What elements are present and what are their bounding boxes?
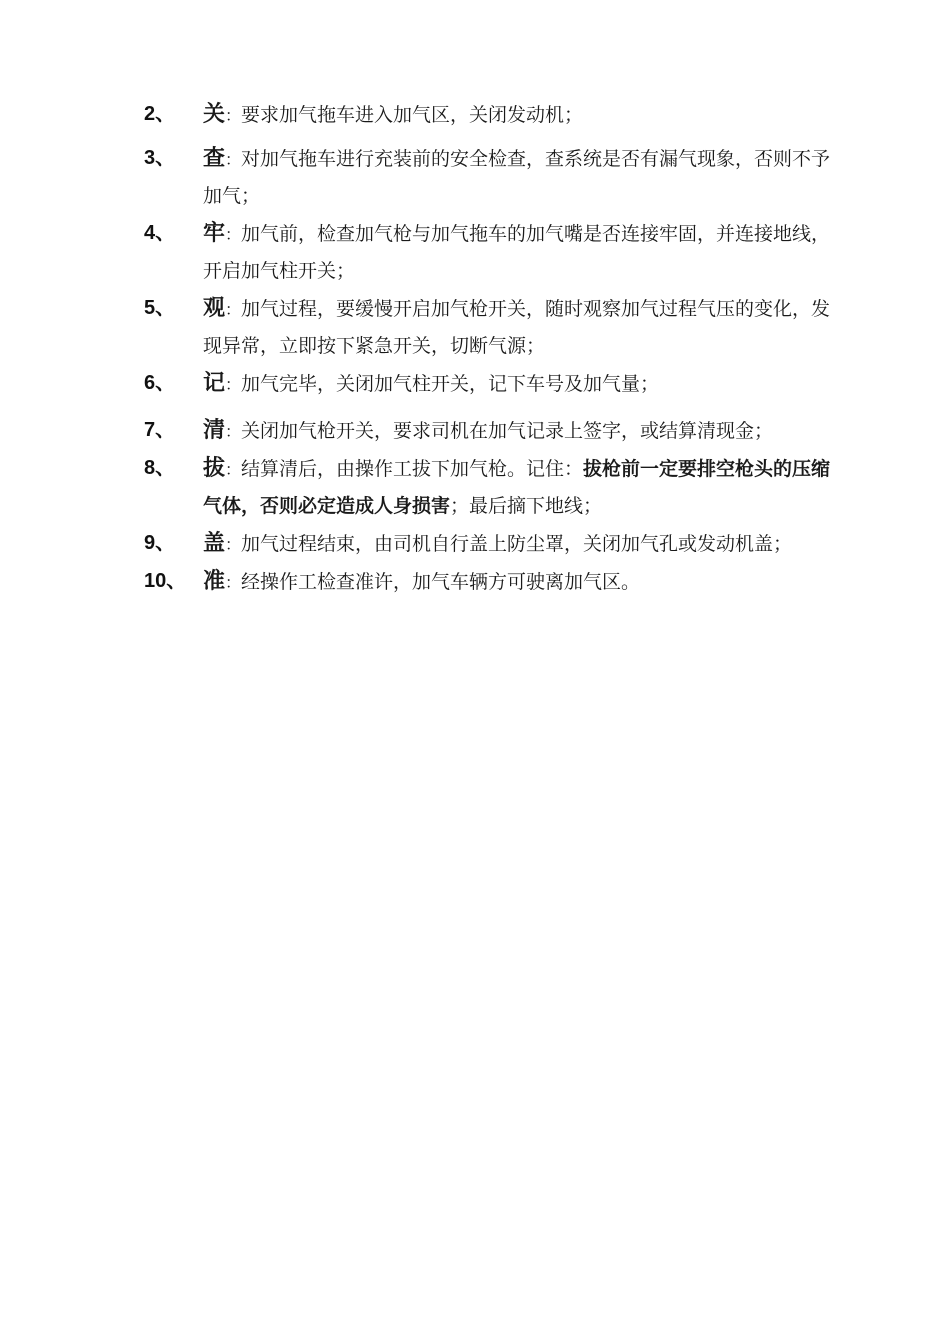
item-keyword: 查 (203, 146, 226, 171)
item-colon: ： (225, 573, 242, 592)
item-text: 关闭加气枪开关，要求司机在加气记录上签字，或结算清现金； (241, 420, 774, 442)
item-number: 9、 (144, 532, 176, 554)
item-colon: ： (225, 300, 242, 319)
item-colon: ： (225, 106, 242, 125)
item-keyword: 观 (203, 296, 226, 321)
item-colon: ： (225, 375, 242, 394)
item-text: 结算清后，由操作工拔下加气枪。记住： (241, 458, 584, 480)
list-item (144, 412, 834, 450)
item-number: 3、 (144, 147, 176, 169)
item-text: 加气前，检查加气枪与加气拖车的加气嘴是否连接牢固，并连接地线，开启加气柱开关； (203, 223, 831, 282)
list-item (144, 525, 834, 563)
item-keyword: 记 (203, 371, 226, 396)
item-body (203, 450, 834, 525)
list-item (144, 365, 834, 403)
list-item (144, 563, 834, 601)
item-body (203, 412, 834, 450)
item-text: 加气过程结束，由司机自行盖上防尘罩，关闭加气孔或发动机盖； (241, 533, 793, 555)
item-colon: ： (225, 150, 242, 169)
list-item (144, 290, 834, 365)
item-keyword: 清 (203, 418, 226, 443)
list-item (144, 140, 834, 215)
item-text: 要求加气拖车进入加气区，关闭发动机； (241, 104, 584, 126)
item-colon: ： (225, 535, 242, 554)
item-number: 7、 (144, 419, 176, 441)
item-text: 加气完毕，关闭加气柱开关，记下车号及加气量； (241, 373, 660, 395)
item-body (203, 365, 834, 403)
item-number: 8、 (144, 457, 176, 479)
item-body (203, 563, 834, 601)
list-item (144, 215, 834, 290)
item-text: 加气过程，要缓慢开启加气枪开关，随时观察加气过程气压的变化，发现异常，立即按下紧急开关，切断气源； (203, 298, 831, 357)
procedure-list (144, 96, 834, 601)
item-text: 经操作工检查准许，加气车辆方可驶离加气区。 (241, 571, 641, 593)
item-number: 6、 (144, 372, 176, 394)
item-body (203, 96, 834, 134)
item-colon: ： (225, 225, 242, 244)
item-number: 4、 (144, 222, 176, 244)
item-number: 10、 (144, 570, 187, 592)
item-keyword: 关 (203, 102, 226, 127)
item-keyword: 准 (203, 569, 226, 594)
list-item (144, 96, 834, 134)
item-colon: ： (225, 422, 242, 441)
item-body (203, 290, 834, 365)
item-number: 5、 (144, 297, 176, 319)
list-item (144, 450, 834, 525)
item-body (203, 215, 834, 290)
item-body (203, 525, 834, 563)
item-keyword: 拔 (203, 456, 226, 481)
item-number: 2、 (144, 103, 176, 125)
item-body (203, 140, 834, 215)
item-text-after: ；最后摘下地线； (450, 495, 603, 517)
safety-warning: 拔枪前一定要排空枪头的压缩气体，否则必定造成人身损害 (203, 458, 831, 517)
item-keyword: 牢 (203, 221, 226, 246)
item-text: 对加气拖车进行充装前的安全检查，查系统是否有漏气现象，否则不予加气； (203, 148, 831, 207)
item-keyword: 盖 (203, 531, 226, 556)
item-colon: ： (225, 460, 242, 479)
